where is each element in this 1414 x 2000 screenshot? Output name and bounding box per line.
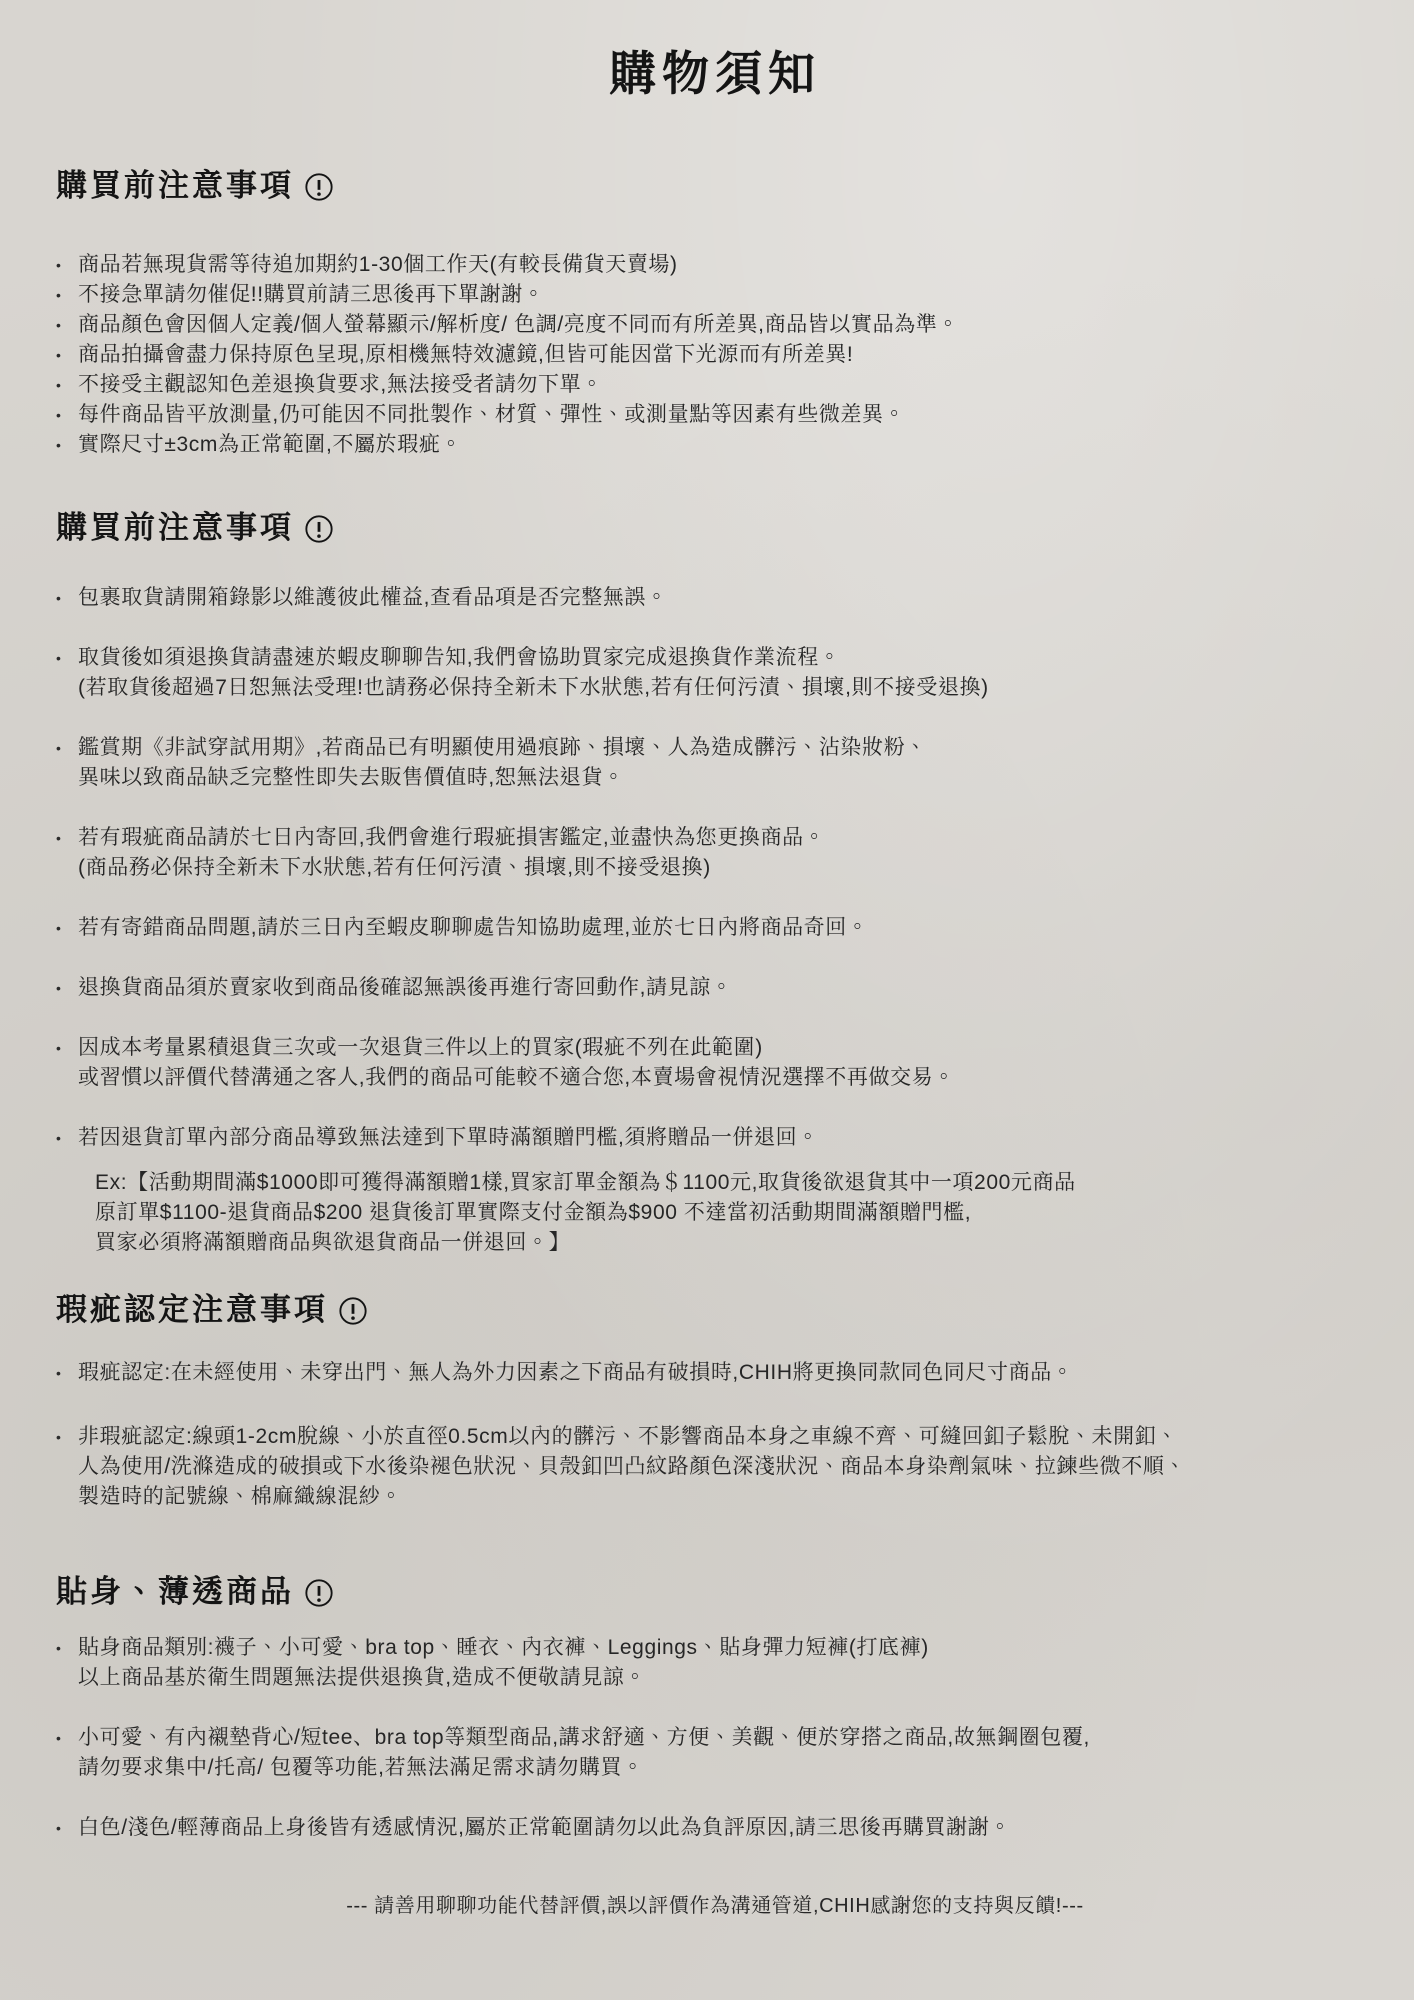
bullet-marker: • — [56, 920, 61, 936]
list-item — [56, 1422, 1374, 1512]
notice-line: 若因退貨訂單內部分商品導致無法達到下單時滿額贈門檻,須將贈品一併退回。 — [78, 1126, 819, 1149]
notice-line: 退換貨商品須於賣家收到商品後確認無誤後再進行寄回動作,請見諒。 — [78, 976, 733, 999]
notice-line: 實際尺寸±3cm為正常範圍,不屬於瑕疵。 — [78, 433, 463, 456]
alert-circle-icon — [304, 514, 334, 544]
list-item — [56, 250, 1374, 280]
notice-line: 商品拍攝會盡力保持原色呈現,原相機無特效濾鏡,但皆可能因當下光源而有所差異! — [78, 343, 854, 366]
list-item — [56, 913, 1374, 943]
list-item — [56, 1123, 1374, 1258]
section-heading — [56, 164, 1374, 208]
section-heading-text: 瑕疵認定注意事項 — [56, 1292, 328, 1327]
notice-line: 商品若無現貨需等待追加期約1-30個工作天(有較長備貨天賣場) — [78, 253, 678, 276]
list-item — [56, 310, 1374, 340]
bullet-marker: • — [56, 590, 61, 606]
section-heading-text: 購買前注意事項 — [56, 168, 294, 203]
notice-line: 包裹取貨請開箱錄影以維護彼此權益,查看品項是否完整無誤。 — [78, 586, 668, 609]
list-item — [56, 1813, 1374, 1843]
notice-line: 製造時的記號線、棉麻織線混紗。 — [78, 1485, 402, 1508]
bullet-marker: • — [56, 1730, 61, 1746]
bullet-marker: • — [56, 830, 61, 846]
list-item — [56, 1033, 1374, 1093]
bullet-marker: • — [56, 1040, 61, 1056]
notice-line: 不接受主觀認知色差退換貨要求,無法接受者請勿下單。 — [78, 373, 603, 396]
example-line: 買家必須將滿額贈商品與欲退貨商品一併退回。】 — [95, 1231, 571, 1254]
list-item — [56, 1723, 1374, 1783]
notice-line: 異味以致商品缺乏完整性即失去販售價值時,恕無法退貨。 — [78, 766, 625, 789]
alert-circle-icon — [304, 1578, 334, 1608]
notice-line: 取貨後如須退換貨請盡速於蝦皮聊聊告知,我們會協助買家完成退換貨作業流程。 — [78, 646, 841, 669]
bullet-marker: • — [56, 1640, 61, 1656]
list-item — [56, 430, 1374, 460]
notice-line: 因成本考量累積退貨三次或一次退貨三件以上的買家(瑕疵不列在此範圍) — [78, 1036, 763, 1059]
footer-note: --- 請善用聊聊功能代替評價,誤以評價作為溝通管道,CHIH感謝您的支持與反饋!--- — [346, 1895, 1084, 1917]
notice-line: (商品務必保持全新未下水狀態,若有任何污漬、損壞,則不接受退換) — [78, 856, 711, 879]
bullet-marker: • — [56, 437, 61, 453]
list-item — [56, 733, 1374, 793]
bullet-marker: • — [56, 257, 61, 273]
notice-list — [56, 250, 1374, 460]
section-heading-text: 貼身、薄透商品 — [56, 1574, 294, 1609]
bullet-marker: • — [56, 317, 61, 333]
bullet-marker: • — [56, 377, 61, 393]
refund-example-block — [78, 1168, 1374, 1258]
list-item — [56, 340, 1374, 370]
section-pre-purchase-notes-2 — [56, 506, 1374, 1258]
notice-line: 瑕疵認定:在未經使用、未穿出門、無人為外力因素之下商品有破損時,CHIH將更換同款同色同尺寸商品。 — [78, 1361, 1074, 1384]
bullet-marker: • — [56, 347, 61, 363]
notice-line: 以上商品基於衛生問題無法提供退換貨,造成不便敬請見諒。 — [78, 1666, 647, 1689]
list-item — [56, 973, 1374, 1003]
bullet-marker: • — [56, 1820, 61, 1836]
notice-line: (若取貨後超過7日恕無法受理!也請務必保持全新未下水狀態,若有任何污漬、損壞,則不接受退換) — [78, 676, 989, 699]
list-item — [56, 280, 1374, 310]
list-item — [56, 400, 1374, 430]
section-heading — [56, 1570, 1374, 1614]
notice-line: 若有寄錯商品問題,請於三日內至蝦皮聊聊處告知協助處理,並於七日內將商品奇回。 — [78, 916, 869, 939]
notice-list — [56, 1358, 1374, 1512]
list-item — [56, 1633, 1374, 1693]
bullet-marker: • — [56, 1365, 61, 1381]
example-line: 原訂單$1100-退貨商品$200 退貨後訂單實際支付金額為$900 不達當初活動期間滿額贈門檻, — [95, 1201, 972, 1224]
section-pre-purchase-notes-1 — [56, 164, 1374, 460]
section-heading — [56, 506, 1374, 550]
alert-circle-icon — [338, 1296, 368, 1326]
notice-list — [56, 583, 1374, 1258]
bullet-marker: • — [56, 1429, 61, 1445]
notice-line: 鑑賞期《非試穿試用期》,若商品已有明顯使用過痕跡、損壞、人為造成髒污、沾染妝粉、 — [78, 736, 927, 759]
notice-line: 或習慣以評價代替溝通之客人,我們的商品可能較不適合您,本賣場會視情況選擇不再做交易。 — [78, 1066, 955, 1089]
list-item — [56, 370, 1374, 400]
notice-line: 商品顏色會因個人定義/個人螢幕顯示/解析度/ 色調/亮度不同而有所差異,商品皆以實品為準。 — [78, 313, 960, 336]
section-heading-text: 購買前注意事項 — [56, 510, 294, 545]
list-item — [56, 643, 1374, 703]
example-line: Ex:【活動期間滿$1000即可獲得滿額贈1樣,買家訂單金額為＄1100元,取貨後欲退貨其中一項200元商品 — [95, 1171, 1076, 1194]
notice-line: 若有瑕疵商品請於七日內寄回,我們會進行瑕疵損害鑑定,並盡快為您更換商品。 — [78, 826, 826, 849]
notice-line: 貼身商品類別:襪子、小可愛、bra top、睡衣、內衣褲、Leggings、貼身彈力短褲(打底褲) — [78, 1636, 929, 1659]
notice-line: 小可愛、有內襯墊背心/短tee、bra top等類型商品,講求舒適、方便、美觀、便於穿搭之商品,故無鋼圈包覆, — [78, 1726, 1090, 1749]
section-intimate-sheer-products — [56, 1570, 1374, 1843]
bullet-marker: • — [56, 1130, 61, 1146]
notice-line: 非瑕疵認定:線頭1-2cm脫線、小於直徑0.5cm以內的髒污、不影響商品本身之車線不齊、可縫回釦子鬆脫、未開釦、 — [78, 1425, 1178, 1448]
section-heading — [56, 1288, 1374, 1332]
alert-circle-icon — [304, 172, 334, 202]
notice-line: 請勿要求集中/托高/ 包覆等功能,若無法滿足需求請勿購買。 — [78, 1756, 644, 1779]
section-defect-determination — [56, 1288, 1374, 1512]
notice-line: 每件商品皆平放測量,仍可能因不同批製作、材質、彈性、或測量點等因素有些微差異。 — [78, 403, 906, 426]
bullet-marker: • — [56, 287, 61, 303]
list-item — [56, 823, 1374, 883]
bullet-marker: • — [56, 740, 61, 756]
notice-line: 白色/淺色/輕薄商品上身後皆有透感情況,屬於正常範圍請勿以此為負評原因,請三思後再購買謝謝。 — [78, 1816, 1011, 1839]
notice-line: 不接急單請勿催促!!購買前請三思後再下單謝謝。 — [78, 283, 545, 306]
list-item — [56, 583, 1374, 613]
notice-line: 人為使用/洗滌造成的破損或下水後染褪色狀況、貝殼釦凹凸紋路顏色深淺狀況、商品本身染劑氣味、拉鍊些微不順、 — [78, 1455, 1187, 1478]
list-item — [56, 1358, 1374, 1388]
page-title: 購物須知 — [609, 47, 821, 100]
notice-list — [56, 1633, 1374, 1843]
bullet-marker: • — [56, 407, 61, 423]
bullet-marker: • — [56, 650, 61, 666]
bullet-marker: • — [56, 980, 61, 996]
